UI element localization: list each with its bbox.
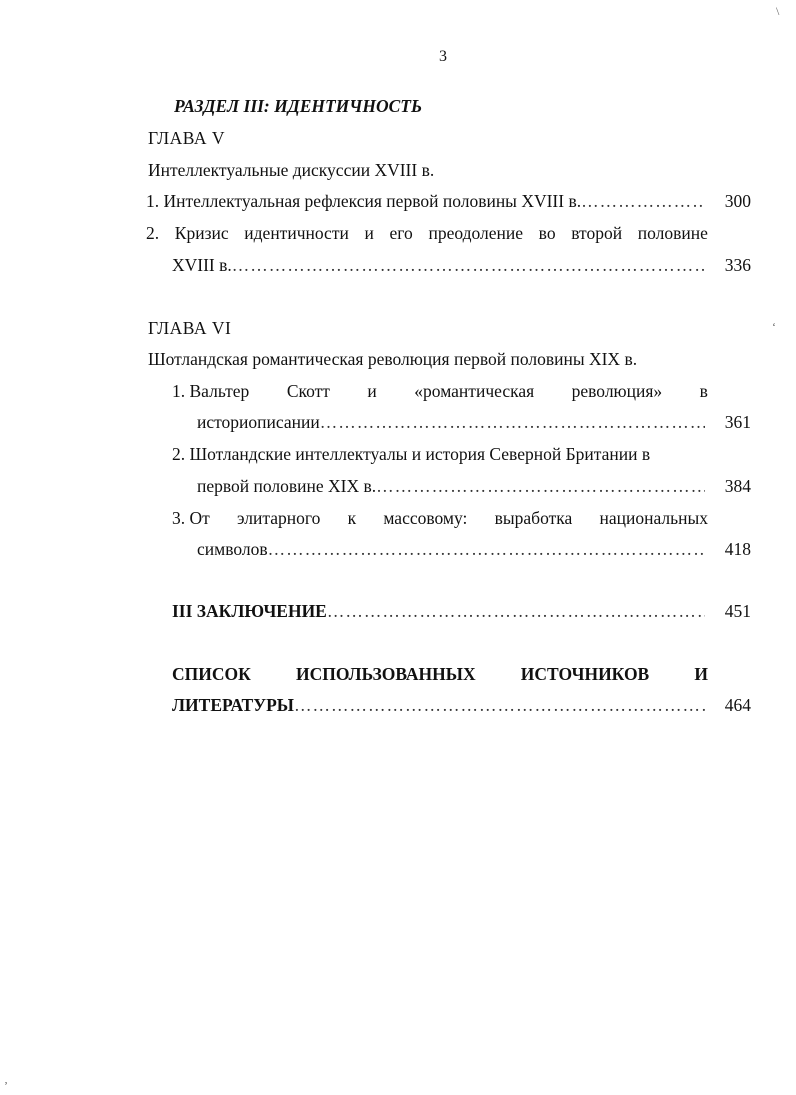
toc-entry[interactable] (197, 539, 751, 561)
chapter-5-subtitle: Интеллектуальные дискуссии XVIII в. (148, 160, 435, 180)
chapter-6-label: ГЛАВА VI (148, 318, 232, 338)
word: его (389, 223, 413, 243)
dot-leader (268, 539, 705, 560)
toc-entry[interactable] (197, 412, 751, 434)
toc-page-number: 384 (724, 476, 751, 496)
dot-leader (327, 601, 705, 622)
word: Скотт (286, 381, 330, 401)
toc-entry-line (172, 508, 708, 529)
chapter-6-subtitle: Шотландская романтическая революция первой половины XIX в. (148, 349, 638, 369)
word: и (364, 223, 374, 243)
word: «романтическая (414, 381, 535, 401)
dot-leader (581, 191, 705, 212)
bibliography-title: ЛИТЕРАТУРЫ (172, 695, 294, 715)
dot-leader (376, 476, 705, 497)
word: Кризис (174, 223, 229, 243)
dot-leader (320, 412, 705, 433)
toc-entry-text: XVIII в. (172, 255, 232, 275)
toc-page-number: 464 (724, 695, 751, 715)
toc-entry-text: историописании (197, 412, 320, 432)
word: СПИСОК (172, 664, 251, 684)
word: ИСТОЧНИКОВ (520, 664, 650, 684)
word: революция» (571, 381, 663, 401)
word: 1. Вальтер (172, 381, 250, 401)
toc-entry[interactable] (146, 191, 751, 213)
toc-page-number: 361 (724, 412, 751, 432)
toc-entry[interactable] (197, 476, 751, 498)
toc-entry-text: 1. Интеллектуальная рефлексия первой половины XVIII в. (146, 191, 582, 211)
scan-mark: ‚ (4, 1072, 8, 1086)
chapter-5-label: ГЛАВА V (148, 128, 226, 148)
scan-mark: ‘ (772, 320, 776, 334)
word: второй (571, 223, 623, 243)
word: национальных (599, 508, 708, 528)
word: элитарного (237, 508, 321, 528)
page-number: 3 (439, 48, 447, 65)
dot-leader (232, 255, 705, 276)
word: 3. От (172, 508, 210, 528)
toc-entry[interactable] (172, 601, 751, 623)
word: идентичности (244, 223, 349, 243)
toc-page-number: 451 (724, 601, 751, 621)
toc-entry-line (146, 223, 708, 244)
word: в (699, 381, 708, 401)
word: к (347, 508, 357, 528)
word: массовому: (383, 508, 468, 528)
word: половине (637, 223, 708, 243)
toc-entry-line (172, 381, 708, 402)
scan-mark: \ (776, 4, 780, 18)
word: выработка (494, 508, 573, 528)
word: И (694, 664, 708, 684)
word: во (538, 223, 556, 243)
dot-leader (294, 695, 705, 716)
word: и (367, 381, 377, 401)
toc-entry-line: 2. Шотландские интеллектуалы и история Северной Британии в (172, 444, 651, 464)
conclusion-title: III ЗАКЛЮЧЕНИЕ (172, 601, 327, 621)
toc-page-number: 300 (724, 191, 751, 211)
word: ИСПОЛЬЗОВАННЫХ (295, 664, 476, 684)
toc-entry[interactable] (172, 695, 751, 717)
toc-entry-text: первой половине XIX в. (197, 476, 377, 496)
bibliography-title-line (172, 664, 708, 685)
toc-entry[interactable] (172, 255, 751, 277)
word: 2. (146, 223, 160, 243)
toc-page-number: 336 (724, 255, 751, 275)
word: преодоление (428, 223, 524, 243)
toc-entry-text: символов (197, 539, 268, 559)
toc-page-number: 418 (724, 539, 751, 559)
section-title: РАЗДЕЛ III: ИДЕНТИЧНОСТЬ (174, 96, 423, 116)
